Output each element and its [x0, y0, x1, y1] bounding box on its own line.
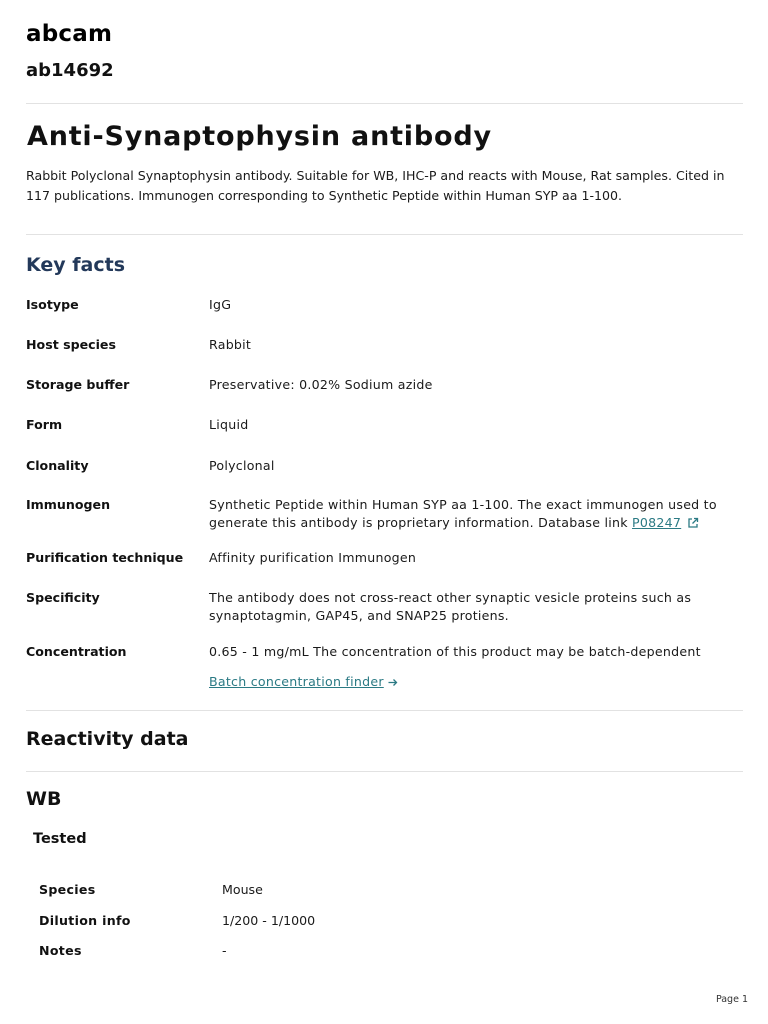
reactivity-label-species: Species: [39, 882, 96, 897]
page-number: Page 1: [715, 994, 748, 1005]
reactivity-label-dilution: Dilution info: [39, 913, 131, 928]
fact-label-clonality: Clonality: [26, 458, 89, 473]
fact-value-form: Liquid: [209, 417, 249, 432]
divider: [26, 710, 743, 711]
fact-value-purification: Affinity purification Immunogen: [209, 550, 417, 565]
fact-value-storage-buffer: Preservative: 0.02% Sodium azide: [209, 377, 433, 392]
fact-label-form: Form: [26, 417, 63, 432]
external-link-icon[interactable]: [687, 517, 699, 529]
immunogen-text: Synthetic Peptide within Human SYP aa 1-100. The exact immunogen used to generate this antibody is proprietary information. Database link: [209, 497, 717, 530]
tested-heading: Tested: [33, 831, 87, 847]
fact-label-host-species: Host species: [26, 337, 116, 352]
catalog-number: ab14692: [26, 60, 114, 81]
fact-label-purification: Purification technique: [26, 550, 184, 565]
page-title: Anti-Synaptophysin antibody: [27, 121, 492, 152]
fact-value-immunogen: [209, 496, 743, 532]
batch-concentration-link[interactable]: Batch concentration finder: [209, 674, 384, 689]
database-link[interactable]: P08247: [632, 515, 682, 530]
fact-value-specificity: The antibody does not cross-react other synaptic vesicle proteins such as synaptotagmin, GAP45, and SNAP25 protiens.: [209, 590, 692, 623]
application-heading: WB: [26, 788, 62, 810]
fact-value-host-species: Rabbit: [209, 337, 252, 352]
fact-value-clonality: Polyclonal: [209, 458, 275, 473]
fact-label-isotype: Isotype: [26, 297, 79, 312]
fact-label-storage-buffer: Storage buffer: [26, 377, 130, 392]
reactivity-value-dilution: 1/200 - 1/1000: [222, 913, 316, 928]
fact-label-specificity: Specificity: [26, 590, 100, 605]
fact-value-concentration: 0.65 - 1 mg/mL The concentration of this product may be batch-dependent: [209, 644, 701, 659]
brand-logo[interactable]: abcam: [26, 21, 113, 47]
key-facts-heading: Key facts: [26, 254, 126, 276]
product-description: Rabbit Polyclonal Synaptophysin antibody. Suitable for WB, IHC-P and reacts with Mouse, Rat samples. Cited in 117 publications. Immunogen corresponding to Synthetic Peptide within Human SYP aa 1-100.: [26, 168, 725, 203]
fact-label-immunogen: Immunogen: [26, 497, 111, 512]
batch-concentration-finder[interactable]: [209, 673, 743, 691]
datasheet-page: [26, 0, 743, 1024]
fact-label-concentration: Concentration: [26, 644, 127, 659]
fact-value-isotype: IgG: [209, 297, 232, 312]
divider: [26, 103, 743, 104]
reactivity-value-species: Mouse: [222, 882, 263, 897]
reactivity-heading: Reactivity data: [26, 728, 189, 750]
arrow-right-icon[interactable]: [387, 676, 399, 688]
divider: [26, 771, 743, 772]
reactivity-value-notes: -: [222, 943, 227, 958]
divider: [26, 234, 743, 235]
reactivity-label-notes: Notes: [39, 943, 82, 958]
